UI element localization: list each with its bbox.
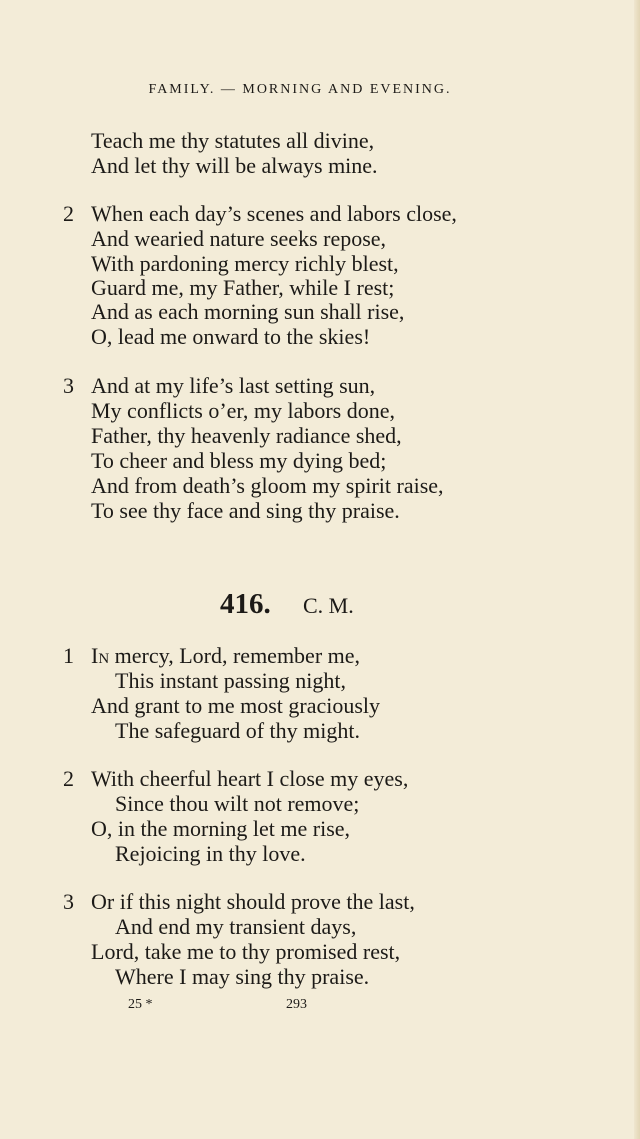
verse-line: [91, 643, 360, 668]
hymn-heading: [0, 586, 600, 622]
verse-line: Lord, take me to thy promised rest,: [91, 939, 401, 964]
verse-line: Guard me, my Father, while I rest;: [91, 275, 395, 300]
verse-number: 2: [63, 766, 74, 791]
verse-line: Since thou wilt not remove;: [115, 791, 360, 816]
verse-number: 3: [63, 889, 74, 914]
hymn-meter: C. M.: [303, 593, 354, 618]
verse-line: To cheer and bless my dying bed;: [91, 448, 387, 473]
verse-line: When each day’s scenes and labors close,: [91, 201, 457, 226]
verse-number: 2: [63, 201, 74, 226]
verse-line: To see thy face and sing thy praise.: [91, 498, 400, 523]
running-head: FAMILY. — MORNING AND EVENING.: [148, 82, 452, 97]
verse-line: O, lead me onward to the skies!: [91, 324, 371, 349]
verse-line: And grant to me most graciously: [91, 693, 381, 718]
verse-line: Rejoicing in thy love.: [115, 841, 306, 866]
first-word: In: [91, 643, 110, 668]
verse-line: Where I may sing thy praise.: [115, 964, 370, 989]
verse-number: 1: [63, 643, 74, 668]
verse-line: Father, thy heavenly radiance shed,: [91, 423, 402, 448]
verse-line: The safeguard of thy might.: [115, 718, 360, 743]
verse-line: My conflicts o’er, my labors done,: [91, 398, 395, 423]
verse-line: And as each morning sun shall rise,: [91, 299, 405, 324]
verse-line: O, in the morning let me rise,: [91, 816, 351, 841]
page-number: 293: [286, 997, 307, 1012]
verse-line: Teach me thy statutes all divine,: [91, 128, 375, 153]
verse-line: And let thy will be always mine.: [91, 153, 378, 178]
hymn-number: 416.: [220, 588, 271, 620]
signature-mark: 25 *: [128, 997, 153, 1012]
verse-line: Or if this night should prove the last,: [91, 889, 415, 914]
verse-line: With cheerful heart I close my eyes,: [91, 766, 409, 791]
first-line-rest: mercy, Lord, remember me,: [109, 643, 361, 668]
verse-line: And wearied nature seeks repose,: [91, 226, 387, 251]
verse-number: 3: [63, 373, 74, 398]
page-edge: [634, 0, 640, 1139]
verse-line: And end my transient days,: [115, 914, 357, 939]
verse-line: This instant passing night,: [115, 668, 346, 693]
verse-line: And from death’s gloom my spirit raise,: [91, 473, 444, 498]
verse-line: With pardoning mercy richly blest,: [91, 251, 399, 276]
verse-line: And at my life’s last setting sun,: [91, 373, 376, 398]
